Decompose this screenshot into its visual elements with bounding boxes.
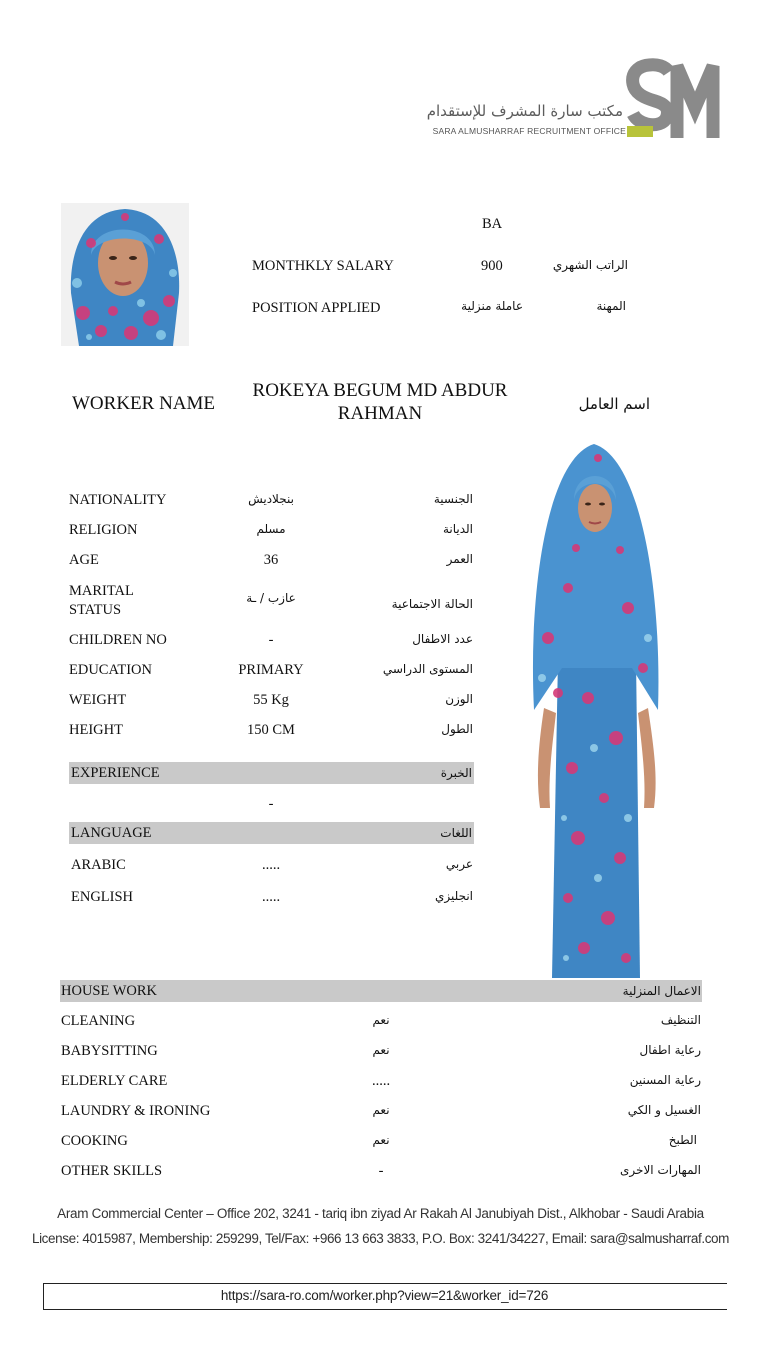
- religion-label: RELIGION: [69, 522, 138, 538]
- arabic-label: ARABIC: [71, 857, 126, 873]
- elderly-care-label-ar: رعاية المسنين: [629, 1073, 701, 1087]
- height-label: HEIGHT: [69, 722, 123, 738]
- laundry-ironing-label: LAUNDRY & IRONING: [61, 1103, 211, 1119]
- worker-name-label-ar: اسم العامل: [578, 395, 650, 413]
- laundry-ironing-label-ar: الغسيل و الكي: [627, 1103, 701, 1117]
- experience-label-ar: الخبرة: [440, 766, 472, 780]
- elderly-care-value: .....: [371, 1073, 391, 1089]
- salary-label: MONTHKLY SALARY: [252, 258, 394, 274]
- english-label: ENGLISH: [71, 889, 134, 905]
- footer-address: Aram Commercial Center – Office 202, 3241 - tariq ibn ziyad Ar Rakah Al Janubiyah Dist., Alkhobar - Saudi Arabia: [57, 1206, 704, 1221]
- position-label: POSITION APPLIED: [252, 300, 381, 316]
- experience-value: -: [268, 796, 274, 812]
- logo-arabic-text: مكتب سارة المشرف للإستقدام: [426, 102, 623, 120]
- babysitting-label: BABYSITTING: [61, 1043, 158, 1059]
- cleaning-value: نعم: [372, 1013, 390, 1027]
- position-label-ar: المهنة: [596, 299, 626, 313]
- arabic-label-ar: عربي: [445, 857, 473, 871]
- age-label-ar: العمر: [446, 552, 473, 566]
- nationality-value: بنجلاديش: [248, 492, 294, 506]
- other-skills-label-ar: المهارات الاخرى: [620, 1163, 701, 1177]
- nationality-label: NATIONALITY: [69, 492, 167, 508]
- logo-english-text: SARA ALMUSHARRAF RECRUITMENT OFFICE: [432, 126, 626, 136]
- language-label: LANGUAGE: [71, 825, 152, 841]
- religion-value: مسلم: [256, 522, 286, 536]
- weight-label-ar: الوزن: [445, 692, 473, 706]
- age-value: 36: [263, 552, 279, 568]
- footer-license: License: 4015987, Membership: 259299, Tel/Fax: +966 13 663 3833, P.O. Box: 3241/34227, Email: sara@salmusharraf.com: [31, 1231, 730, 1246]
- children-value: -: [268, 632, 274, 648]
- babysitting-label-ar: رعاية اطفال: [639, 1043, 701, 1057]
- education-value: PRIMARY: [238, 662, 304, 678]
- arabic-value: .....: [261, 857, 281, 873]
- worker-name-line1: ROKEYA BEGUM MD ABDUR: [252, 380, 508, 401]
- english-label-ar: انجليزي: [434, 889, 473, 903]
- header-code: BA: [482, 216, 503, 232]
- height-label-ar: الطول: [441, 722, 473, 736]
- worker-name-label: WORKER NAME: [72, 393, 216, 414]
- salary-value: 900: [481, 258, 503, 274]
- salary-label-ar: الراتب الشهري: [552, 258, 628, 272]
- cleaning-label-ar: التنظيف: [660, 1013, 701, 1027]
- marital-status-label-line1: MARITAL: [69, 583, 134, 599]
- worker-name-line2: RAHMAN: [337, 403, 423, 424]
- cooking-label: COOKING: [61, 1133, 128, 1149]
- age-label: AGE: [69, 552, 99, 568]
- page-url[interactable]: https://sara-ro.com/worker.php?view=21&worker_id=726: [220, 1288, 549, 1303]
- worker-full-body-photo: [528, 438, 664, 978]
- education-label-ar: المستوى الدراسي: [382, 662, 473, 676]
- position-value: عاملة منزلية: [461, 299, 523, 313]
- language-header: [69, 822, 474, 844]
- worker-name-value: [240, 379, 520, 425]
- marital-status-label-ar: الحالة الاجتماعية: [391, 597, 473, 611]
- cooking-label-ar: الطبخ: [668, 1133, 697, 1147]
- marital-status-label-line2: STATUS: [69, 602, 122, 618]
- logo-green-block: [627, 126, 653, 137]
- housework-label: HOUSE WORK: [61, 983, 157, 999]
- experience-label: EXPERIENCE: [71, 765, 160, 781]
- experience-header: [69, 762, 474, 784]
- marital-status-label: [69, 582, 134, 620]
- housework-label-ar: الاعمال المنزلية: [622, 984, 701, 998]
- cooking-value: نعم: [372, 1133, 390, 1147]
- height-value: 150 CM: [247, 722, 295, 738]
- company-logo: [426, 58, 730, 148]
- elderly-care-label: ELDERLY CARE: [61, 1073, 168, 1089]
- laundry-ironing-value: نعم: [372, 1103, 390, 1117]
- english-value: .....: [261, 889, 281, 905]
- nationality-label-ar: الجنسية: [433, 492, 473, 506]
- weight-value: 55 Kg: [253, 692, 289, 708]
- education-label: EDUCATION: [69, 662, 152, 678]
- language-label-ar: اللغات: [440, 826, 472, 840]
- marital-status-value: عازب / ـة: [246, 591, 296, 605]
- children-label-ar: عدد الاطفال: [412, 632, 473, 646]
- other-skills-value: -: [378, 1163, 384, 1179]
- cleaning-label: CLEANING: [61, 1013, 136, 1029]
- children-label: CHILDREN NO: [69, 632, 167, 648]
- worker-portrait-photo: [61, 203, 189, 346]
- weight-label: WEIGHT: [69, 692, 127, 708]
- religion-label-ar: الديانة: [442, 522, 473, 536]
- other-skills-label: OTHER SKILLS: [61, 1163, 163, 1179]
- babysitting-value: نعم: [372, 1043, 390, 1057]
- housework-header: [60, 980, 702, 1002]
